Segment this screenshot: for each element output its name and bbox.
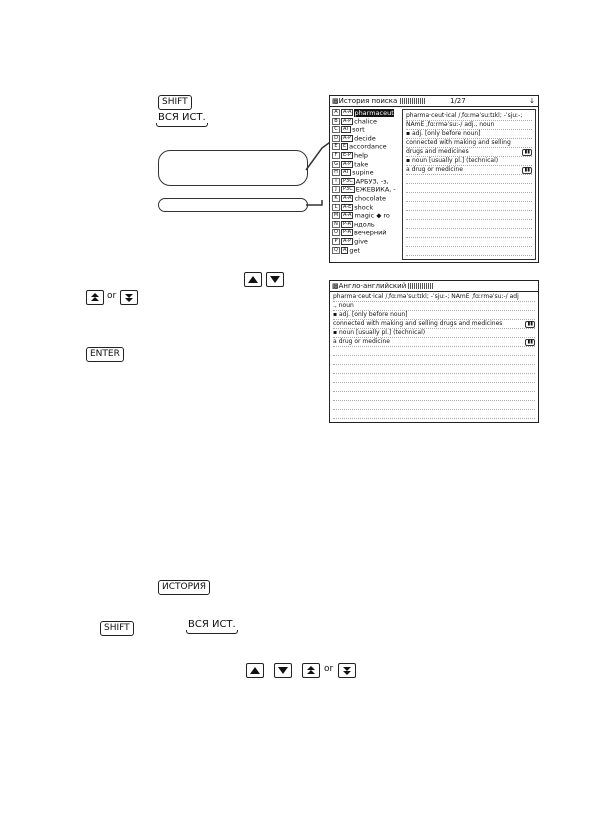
definition-line: connected with making and selling [406,139,532,148]
title-hatch [400,98,426,104]
page-up-key-2 [302,663,320,678]
down-arrow-key [266,272,284,287]
empty-line [333,347,535,356]
dictionary-tag: A-P [343,160,352,167]
entry-line: connected with making and selling drugs and medicines ▮▮ [333,320,533,327]
shift-key-2: SHIFT [100,621,134,636]
dictionary-tag: E [343,143,347,150]
empty-line [406,175,532,184]
example-flag-icon: ▮▮ [527,321,533,327]
history-title: История поиска [338,97,398,105]
page-down-key [120,290,138,305]
history-word: decide [354,134,376,143]
history-word: shock [354,203,374,212]
item-index: P [332,238,340,245]
entry-title-hatch [408,283,434,289]
dictionary-tag: P3C [343,177,353,184]
item-index: G [332,161,340,168]
history-word: supine [352,168,374,177]
history-list-item[interactable] [332,229,387,237]
item-index: J [332,186,340,193]
or-text-1: or [107,291,117,301]
empty-line [333,374,535,383]
page-down-key-2 [338,663,356,678]
history-word: ЕЖЕВИКА, - [355,185,396,194]
example-flag-icon: ▮▮ [524,149,530,155]
empty-line [406,229,532,238]
history-word: pharmaceut [354,108,394,117]
entry-screen [329,280,539,423]
history-key: ИСТОРИЯ [158,580,210,595]
item-index: I [332,178,340,185]
item-index: A [332,109,340,116]
history-list-item[interactable] [332,152,368,160]
item-index: Q [332,247,340,254]
enter-key: ENTER [86,347,124,362]
entry-line: ., noun [333,302,535,311]
or-text-2: or [324,664,334,674]
history-list-item[interactable] [332,109,394,117]
history-list-item[interactable] [332,143,387,151]
empty-line [333,410,535,419]
history-word: take [354,160,369,169]
history-word: chalice [354,117,378,126]
entry-line: ▪ adj. [only before noun] [333,311,535,320]
up-arrow-key [244,272,262,287]
history-word: get [349,246,361,255]
history-word: ндоль [354,220,375,229]
scroll-down-icon: ↓ [529,97,535,105]
dictionary-tag: E-P [343,152,351,158]
history-list-item[interactable] [332,169,374,177]
shift-key: SHIFT [158,95,192,110]
empty-line [406,184,532,193]
dictionary-tag: A-A [343,212,352,219]
empty-line [406,211,532,220]
example-flag-icon: ▮▮ [527,339,533,345]
item-index: D [332,135,340,142]
dictionary-tag: A-P [343,238,352,244]
entry-line: a drug or medicine ▮▮ [333,338,533,345]
definition-line: ▪ adj. [only before noun] [406,130,532,139]
up-arrow-key-2 [246,663,264,678]
dictionary-tag: A-P [343,134,352,141]
history-list-item[interactable] [332,186,396,194]
definition-line: a drug or medicine ▮▮ [406,166,530,173]
history-list-item[interactable] [332,238,368,246]
history-list-item[interactable] [332,118,377,126]
definition-pane [402,109,536,260]
item-index: N [332,221,340,228]
empty-line [406,247,532,256]
history-list-item[interactable] [332,161,368,169]
empty-line [406,193,532,202]
dictionary-tag: A-A [343,109,352,115]
definition-line: ▪ noun [usually pl.] (technical) [406,157,532,166]
empty-line [333,356,535,365]
history-counter: 1/27 [450,97,466,105]
entry-titlebar: ▩Англо-английский [330,281,538,292]
item-index: F [332,152,340,159]
history-list-item[interactable] [332,178,389,186]
history-word: help [353,151,369,160]
entry-line: ▪ noun [usually pl.] (technical) [333,329,535,338]
history-list-item[interactable] [332,221,375,229]
empty-line [406,202,532,211]
item-index: H [332,169,340,176]
item-index: C [332,126,340,133]
dictionary-tag: A-P [343,117,352,124]
history-word: accordance [349,142,387,151]
history-word: give [354,237,368,246]
history-titlebar: ▩История поиска 1/27 ↓ [330,96,538,107]
history-list-item[interactable] [332,135,376,143]
empty-line [333,392,535,401]
entry-line: pharma·ceut·ical /ˌfɑːməˈsuːtɪkl; -ˈsjuː-; NAmE ˌfɑːrməˈsuː-/ adj [333,293,535,302]
history-list-item[interactable] [332,212,390,220]
entry-title: Англо-английский [338,282,407,290]
dictionary-tag: P-A [343,229,352,236]
page-up-key [86,290,104,305]
history-word: magic ◆ ro [354,211,390,220]
history-word: chocolate [354,194,386,203]
definition-line: drugs and medicines ▮▮ [406,148,530,155]
history-list [330,109,402,259]
dictionary-tag: P3C [343,186,353,193]
item-index: L [332,204,340,211]
empty-line [333,401,535,410]
history-word: АРБУЗ, -з, [355,177,389,186]
empty-line [406,220,532,229]
dictionary-tag: A [343,246,347,253]
dictionary-tag: P-A [343,220,352,227]
definition-line: pharma·ceut·ical /ˌfɑːməˈsuːtɪkl; -ˈsjuː-; [406,112,532,121]
item-index: O [332,229,340,236]
empty-line [333,365,535,374]
item-index: E [332,143,340,150]
all-history-key-2: ВСЯ ИСТ. [188,619,236,630]
history-screen [329,95,539,263]
dictionary-tag: A-A [343,195,352,201]
dictionary-tag: AT [343,126,350,133]
history-list-item[interactable] [332,204,373,212]
history-list-item[interactable] [332,195,386,203]
history-list-item[interactable] [332,247,360,255]
example-flag-icon: ▮▮ [524,167,530,173]
item-index: B [332,118,340,125]
history-word: вечерний [354,228,387,237]
item-index: M [333,212,339,219]
empty-line [333,383,535,392]
definition-line: NAmE ˌfɑːrməˈsuː-/ adj., noun [406,121,532,130]
item-index: K [332,195,340,202]
down-arrow-key-2 [274,663,292,678]
history-word: sort [352,125,365,134]
dictionary-tag: A-E [343,203,352,210]
all-history-key: ВСЯ ИСТ. [158,112,206,123]
empty-line [406,238,532,247]
dictionary-tag: AT [343,169,350,176]
history-list-item[interactable] [332,126,365,134]
